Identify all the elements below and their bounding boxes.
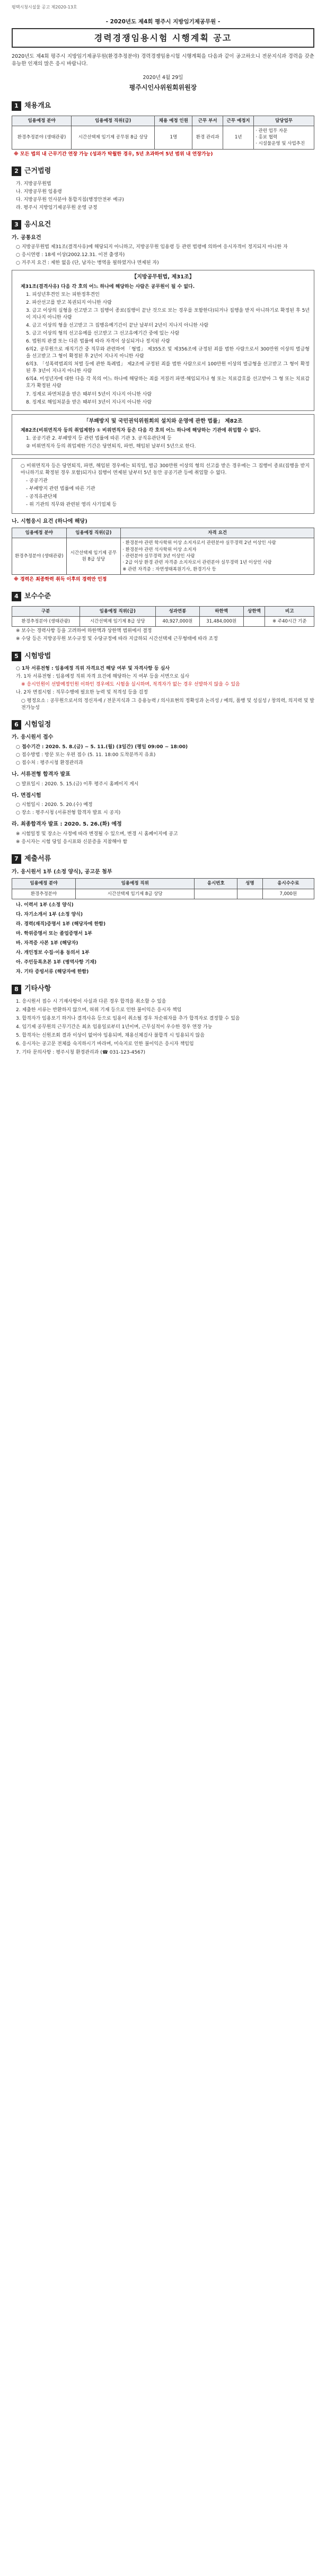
other-item: 7. 기타 문의사항 : 평주시청 환경관리과 (☎ 031-123-4567) bbox=[16, 1050, 146, 1056]
table-cell: 시간선택제 임기제 8급 상당 bbox=[75, 889, 194, 899]
box-item: 2. 파산선고를 받고 복권되지 아니한 사람 bbox=[26, 300, 112, 305]
doc-item: 다. 자기소개서 1부 (소정 양식) bbox=[16, 912, 83, 917]
col-header: 임용예정 직위(급) bbox=[80, 606, 156, 616]
table-cell bbox=[243, 617, 265, 627]
section-number: 7 bbox=[12, 854, 21, 864]
col-header: 임용예정 분야 bbox=[12, 528, 67, 538]
notice-head: - 2020년도 제4회 평주시 지방임기제공무원 - bbox=[105, 18, 221, 25]
sign-line: 평주시인사위원회위원장 bbox=[129, 84, 197, 92]
col-header: 응시번호 bbox=[195, 879, 237, 889]
table-cell: 환경 관리과 bbox=[192, 126, 223, 149]
table-row bbox=[12, 538, 314, 575]
doc-list bbox=[16, 902, 314, 976]
table-cell: 환경추정분야 (생태관광) bbox=[12, 126, 72, 149]
exam-item: ※ 응시인원이 선발예정인원 이하인 경우에도 시험을 실시하며, 적격자가 없는 경우 선발하지 않을 수 있음 bbox=[21, 682, 240, 688]
restriction-item: - 위 기관의 직무와 관련된 영리 사기업체 등 bbox=[26, 502, 117, 508]
schedule-detail: ○ 장소 : 평주시청 (서류전형 합격자 발표 시 공지) bbox=[16, 810, 121, 816]
box-item: ② 비위면직자 등의 취업제한 기간은 당연퇴직, 파면, 해임된 날부터 5년으로 한다. bbox=[26, 444, 196, 450]
section-number: 2 bbox=[12, 167, 21, 176]
section-number: 6 bbox=[12, 720, 21, 730]
section-title: 제출서류 bbox=[24, 854, 51, 863]
schedule-step: 다. 면접시험 bbox=[12, 792, 41, 799]
exam-intro: ○ 1차 서류전형 : 임용예정 직위 자격요건 해당 여부 및 자격사항 등 심사 bbox=[16, 666, 170, 672]
exam-item: ○ 평정요소 : 공무원으로서의 정신자세 / 전문지식과 그 응용능력 / 의사표현의 정확성과 논리성 / 예의, 품행 및 성실성 / 창의력, 의지력 및 발전가능성 bbox=[21, 698, 314, 711]
req-item: ○ 응시연령 : 18세 이상(2002.12.31. 이전 출생자) bbox=[16, 252, 125, 258]
section-title: 시험방법 bbox=[24, 652, 51, 660]
restriction-item: - 공공기관 bbox=[26, 478, 48, 484]
doc-item: 가. 응시원서 1부 (소정 양식), 공고문 첨부 bbox=[12, 869, 112, 875]
col-header: 임용예정 직위 bbox=[75, 879, 194, 889]
box-title: 【지방공무원법, 제31조】 bbox=[131, 274, 195, 281]
schedule-detail: ○ 접수기간 : 2020. 5. 8.(금) ~ 5. 11.(월) (3일간) (평일 09:00 ~ 18:00) bbox=[16, 744, 188, 750]
table-cell: 환경추정분야 (생태관광) bbox=[12, 538, 67, 575]
anticorruption-box bbox=[12, 414, 314, 455]
law-item: 나. 지방공무원 임용령 bbox=[16, 189, 62, 195]
section-title: 채용개요 bbox=[24, 101, 51, 110]
law-item: 다. 지방공무원 인사분야 통합지침(행정안전부 예규) bbox=[16, 197, 124, 203]
table-row bbox=[12, 889, 314, 899]
other-item: 6. 응시자는 공고문 전체를 숙지하시기 바라며, 미숙지로 인한 불이익은 응시자 책임임 bbox=[16, 1041, 194, 1047]
section-others bbox=[12, 984, 314, 994]
schedule-step: 라. 최종합격자 발표 : 2020. 5. 26.(화) 예정 bbox=[12, 821, 122, 828]
table-cell: 7,000원 bbox=[262, 889, 314, 899]
other-item: 3. 합격자가 임용포기 하거나 결격사유 등으로 임용이 취소될 경우 차순위자를 추가 합격자로 결정할 수 있음 bbox=[16, 1016, 240, 1022]
law-item: 가. 지방공무원법 bbox=[16, 181, 51, 187]
box-title: 「부패방지 및 국민권익위원회의 설치와 운영에 관한 법률」 제82조 bbox=[83, 418, 243, 424]
date-line: 2020년 4월 29일 bbox=[143, 74, 183, 81]
table-cell bbox=[237, 889, 262, 899]
exam-item: 가. 1차 서류전형 : 임용예정 직위 자격 요건에 해당하는 지 여부 등을 서면으로 심사 bbox=[16, 674, 190, 680]
schedule-detail: ○ 접수처 : 평주시청 환경관리과 bbox=[16, 760, 83, 766]
schedule-note: ※ 응시자는 시험 당일 응시표와 신분증을 지참해야 함 bbox=[16, 839, 128, 845]
table-cell: 40,927,000원 bbox=[156, 617, 200, 627]
section-number: 5 bbox=[12, 652, 21, 661]
other-item: 2. 제출한 서류는 반환하지 않으며, 허위 기재 등으로 인한 불이익은 응시자 책임 bbox=[16, 1007, 182, 1013]
col-header: 담당업무 bbox=[254, 116, 314, 126]
col-header: 자격 요건 bbox=[121, 528, 314, 538]
table-cell bbox=[195, 889, 237, 899]
table-cell: 1년 bbox=[223, 126, 254, 149]
table-cell: 환경추정분야 bbox=[12, 889, 76, 899]
col-header: 근무 부서 bbox=[192, 116, 223, 126]
table-row bbox=[12, 126, 314, 149]
restriction-box bbox=[12, 458, 314, 513]
table-cell: ※ 주40시간 기준 bbox=[265, 617, 314, 627]
salary-note: ※ 수당 등은 지방공무원 보수규정 및 수당규정에 따라 지급하되 시간선택제 근무형태에 따라 조정 bbox=[16, 636, 218, 642]
table-cell: 시간선택제 임기제 공무원 8급 상당 bbox=[66, 538, 121, 575]
box-item: 4. 금고 이상의 형을 선고받고 그 집행유예기간이 끝난 날부터 2년이 지나지 아니한 사람 bbox=[26, 323, 209, 329]
restriction-item: - 공직유관단체 bbox=[26, 494, 57, 500]
application-table bbox=[12, 878, 314, 899]
salary-note: ※ 보수는 경력사항 등을 고려하여 하한액과 상한액 범위에서 결정 bbox=[16, 628, 152, 634]
col-header: 임용예정 직위(급) bbox=[72, 116, 155, 126]
overview-table bbox=[12, 116, 314, 150]
col-header: 상한액 bbox=[243, 606, 265, 616]
section-documents bbox=[12, 854, 314, 864]
doc-item: 라. 경력(재직)증명서 1부 (해당자에 한함) bbox=[16, 921, 106, 927]
section-title: 응시요건 bbox=[24, 220, 51, 229]
table-cell: 1명 bbox=[155, 126, 192, 149]
table-cell: 시간선택제 임기제 공무원 8급 상당 bbox=[72, 126, 155, 149]
table-cell: · 관련 업무 자문 · 홍보 협력 · 시설물운영 및 사업추진 bbox=[254, 126, 314, 149]
col-header: 근무 예정지 bbox=[223, 116, 254, 126]
section-exam-method bbox=[12, 652, 314, 662]
doc-item: 나. 이력서 1부 (소정 양식) bbox=[16, 902, 74, 908]
intro-text: 2020년도 제4회 평주시 지방임기제공무원(환경추정분야) 경력경쟁임용시험 시행계획을 다음과 같이 공고하오니 전문지식과 경력을 갖춘 유능한 인재의 많은 응시 바랍니다. bbox=[12, 54, 314, 67]
schedule-detail: ○ 접수방법 : 방문 또는 우편 접수 (5. 11. 18:00 도착분까지 유효) bbox=[16, 752, 156, 758]
box-item: 1. 피성년후견인 또는 피한정후견인 bbox=[26, 292, 100, 297]
schedule-step: 나. 서류전형 합격자 발표 bbox=[12, 772, 71, 778]
doc-item: 마. 학위증명서 또는 졸업증명서 1부 bbox=[16, 931, 92, 936]
exam-item: 나. 2차 면접시험 : 직무수행에 필요한 능력 및 적격성 등을 검정 bbox=[16, 690, 148, 696]
box-item: 5. 금고 이상의 형의 선고유예를 선고받고 그 선고유예기간 중에 있는 사람 bbox=[26, 331, 180, 337]
section-salary bbox=[12, 592, 314, 602]
section-overview bbox=[12, 101, 314, 111]
restriction-item: ○ 비위면직자 등은 당연퇴직, 파면, 해임된 경우에는 퇴직일, 벌금 300만원 이상의 형의 선고를 받은 경우에는 그 집행이 종료(집행을 받지 아니하기로 확정된 경우 포함)되거나 집행이 면제된 날부터 5년 동안 공공기관 등에 취업할 수 없다. bbox=[21, 463, 310, 476]
box-item: 1. 공공기관 2. 부패방지 등 관련 법률에 따른 기관 3. 공직유관단체 등 bbox=[26, 436, 172, 442]
section-title: 기타사항 bbox=[24, 985, 51, 993]
box-item: 6. 법원의 판결 또는 다른 법률에 따라 자격이 상실되거나 정지된 사람 bbox=[26, 339, 170, 345]
section-title: 시험일정 bbox=[24, 720, 51, 729]
col-header: 채용 예정 인원 bbox=[155, 116, 192, 126]
notice-title: 경력경쟁임용시험 시행계획 공고 bbox=[12, 28, 314, 48]
qual-note: ※ 경력은 최종학력 취득 이후의 경력만 인정 bbox=[14, 576, 107, 582]
other-item: 5. 합격자는 신원조회 결과 이상이 없어야 임용되며, 채용신체검사 불합격 시 임용되지 않음 bbox=[16, 1033, 205, 1039]
req-item: ○ 거주지 요건 : 제한 없음 (단, 남자는 병역을 필하였거나 면제된 자) bbox=[16, 260, 159, 266]
doc-item: 아. 주민등록초본 1부 (병역사항 기재) bbox=[16, 960, 97, 966]
section-law bbox=[12, 167, 314, 177]
box-item: 3. 금고 이상의 실형을 선고받고 그 집행이 종료(집행이 끝난 것으로 보는 경우를 포함한다)되거나 집행을 받지 아니하기로 확정된 후 5년이 지나지 아니한 사람 bbox=[26, 308, 310, 321]
doc-item: 사. 개인정보 수집·이용 동의서 1부 bbox=[16, 950, 90, 956]
schedule-note: ※ 시험일정 및 장소는 사정에 따라 변경될 수 있으며, 변경 시 홈페이지에 공고 bbox=[16, 831, 178, 837]
box-item: 6의2. 공무원으로 재직기간 중 직무와 관련하여 「형법」 제355조 및 제356조에 규정된 죄를 범한 사람으로서 300만원 이상의 벌금형을 선고받고 그 형이 확정된 후 2년이 지나지 아니한 사람 bbox=[26, 347, 310, 360]
disqualification-box bbox=[12, 270, 314, 410]
req-exam-title: 나. 시험응시 요건 (하나에 해당) bbox=[12, 518, 87, 524]
col-header: 응시수수료 bbox=[262, 879, 314, 889]
box-item: 6의4. 미성년자에 대한 다음 각 목의 어느 하나에 해당하는 죄를 저질러 파면·해임되거나 형 또는 치료감호를 선고받아 그 형 또는 치료감호가 확정된 사람 bbox=[26, 376, 310, 389]
overview-note: ※ 모든 법의 내 근무기간 연장 가능 (성과가 탁월한 경우, 5년 초과하여 5년 범위 내 연장가능) bbox=[14, 151, 213, 157]
box-item: 제31조(결격사유) 다음 각 호의 어느 하나에 해당하는 사람은 공무원이 될 수 없다. bbox=[21, 284, 195, 290]
req-common-title: 가. 공통요건 bbox=[12, 234, 41, 241]
qualification-table bbox=[12, 528, 314, 575]
col-header: 비고 bbox=[265, 606, 314, 616]
table-cell: 환경추정분야 (생태관광) bbox=[12, 617, 80, 627]
salary-table bbox=[12, 606, 314, 627]
doc-item: 자. 기타 증빙서류 (해당자에 한함) bbox=[16, 969, 89, 975]
col-header: 임용예정 분야 bbox=[12, 116, 72, 126]
schedule-detail: ○ 발표일시 : 2020. 5. 15.(금) 이후 평주시 홈페이지 게시 bbox=[16, 781, 139, 787]
doc-item: 바. 자격증 사본 1부 (해당자) bbox=[16, 941, 78, 946]
section-schedule bbox=[12, 720, 314, 730]
section-number: 8 bbox=[12, 985, 21, 994]
other-item: 4. 임기제 공무원의 근무기간은 최초 임용일로부터 1년이며, 근무실적이 우수한 경우 연장 가능 bbox=[16, 1024, 213, 1030]
section-requirements bbox=[12, 220, 314, 230]
table-cell: 시간선택제 임기제 8급 상당 bbox=[80, 617, 156, 627]
restriction-item: - 부패방지 관련 법률에 따른 기관 bbox=[26, 486, 95, 492]
law-item: 라. 평주시 지방임기제공무원 운영 규정 bbox=[16, 205, 98, 211]
other-item: 1. 응시원서 접수 시 기재사항이 사실과 다른 경우 합격을 취소할 수 있음 bbox=[16, 999, 166, 1005]
col-header: 성명 bbox=[237, 879, 262, 889]
section-title: 근거법령 bbox=[24, 167, 51, 175]
table-cell: · 환경분야 관련 학사학위 이상 소지자로서 관련분야 실무경력 2년 이상인 사람 · 환경분야 관련 석사학위 이상 소지자 · 관련분야 실무경력 3년 이상인 사람 · 2급 이상 환경 관련 자격증 소지자로서 관련분야 실무경력 1년 이상인 사람 ※ 관련 자격증 : 자연생태복원기사, 환경기사 등 bbox=[121, 538, 314, 575]
schedule-detail: ○ 시험일시 : 2020. 5. 20.(수) 예정 bbox=[16, 802, 93, 808]
section-number: 3 bbox=[12, 220, 21, 230]
col-header: 성과연봉 bbox=[156, 606, 200, 616]
box-item: 7. 징계로 파면처분을 받은 때부터 5년이 지나지 아니한 사람 bbox=[26, 391, 152, 397]
box-item: 제82조(비위면직자 등의 취업제한) ① 비위면직자 등은 다음 각 호의 어느 하나에 해당하는 기관에 취업할 수 없다. bbox=[21, 428, 261, 434]
req-item: ○ 지방공무원법 제31조(결격사유)에 해당되지 아니하고, 지방공무원 임용령 등 관련 법령에 의하여 응시자격이 정지되지 아니한 자 bbox=[16, 244, 288, 250]
col-header: 구분 bbox=[12, 606, 80, 616]
schedule-step: 가. 응시원서 접수 bbox=[12, 734, 54, 741]
section-title: 보수수준 bbox=[24, 592, 51, 600]
top-line: 평택시청시설물 공고 제2020-13호 bbox=[12, 5, 77, 10]
table-row bbox=[12, 617, 314, 627]
col-header: 임용예정 분야 bbox=[12, 879, 76, 889]
table-cell: 31,484,000원 bbox=[199, 617, 243, 627]
section-number: 4 bbox=[12, 592, 21, 601]
col-header: 하한액 bbox=[199, 606, 243, 616]
col-header: 임용예정 직위(급) bbox=[66, 528, 121, 538]
box-item: 6의3. 「성폭력범죄의 처벌 등에 관한 특례법」 제2조에 규정된 죄를 범한 사람으로서 100만원 이상의 벌금형을 선고받고 그 형이 확정된 후 3년이 지나지 아니한 사람 bbox=[26, 362, 310, 374]
section-number: 1 bbox=[12, 101, 21, 111]
box-item: 8. 징계로 해임처분을 받은 때부터 3년이 지나지 아니한 사람 bbox=[26, 399, 152, 405]
